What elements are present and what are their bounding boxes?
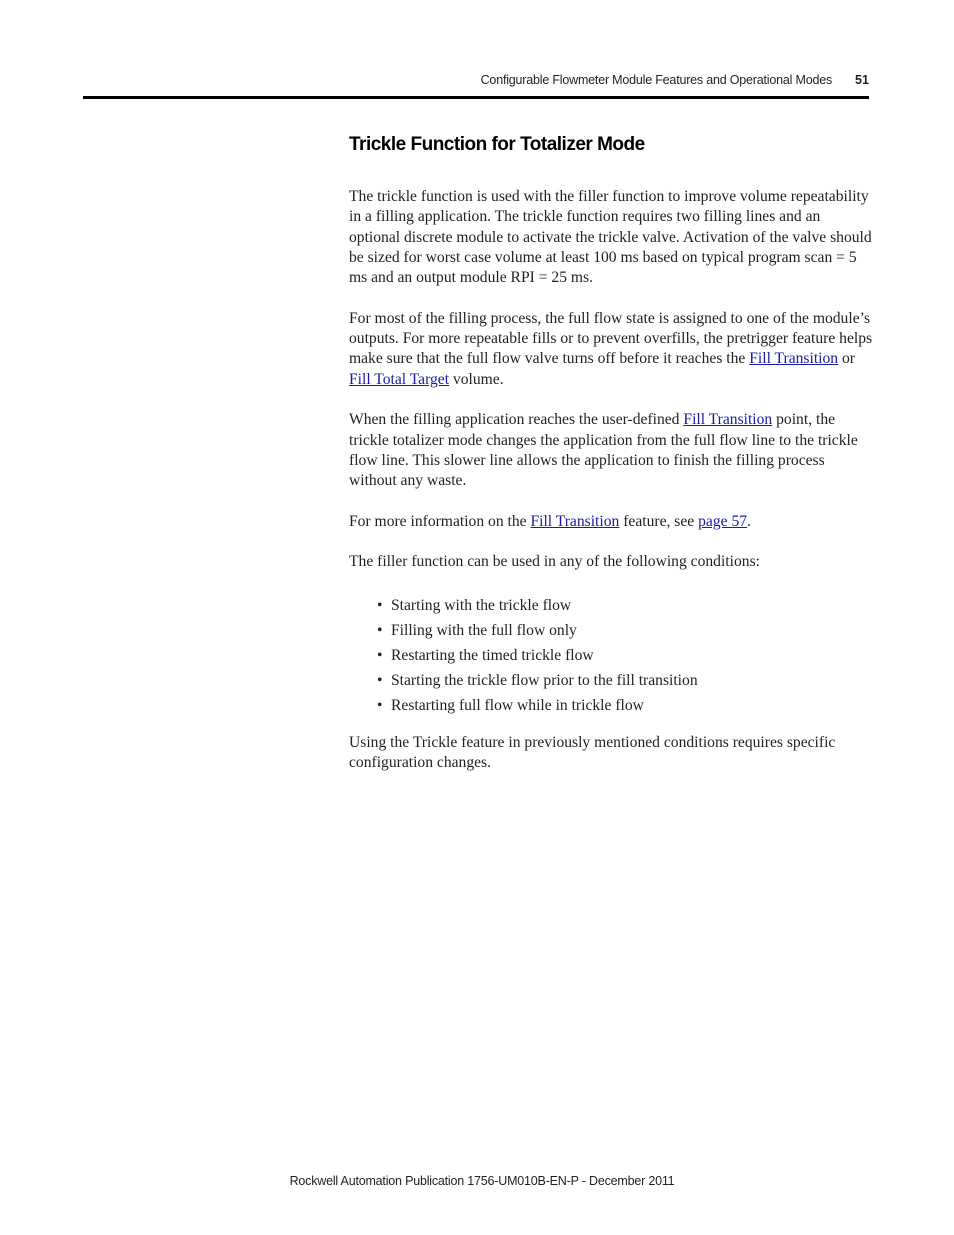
bullet-icon: •: [377, 696, 383, 714]
body-text: [349, 187, 874, 794]
bullet-icon: •: [377, 596, 383, 614]
paragraph-3-text: When the filling application reaches the user-defined: [349, 411, 684, 429]
paragraph-4: [349, 512, 874, 532]
conditions-list: [349, 593, 874, 718]
paragraph-2-text: volume.: [449, 370, 504, 388]
bullet-icon: •: [377, 671, 383, 689]
paragraph-3: [349, 410, 874, 491]
list-item-text: Filling with the full flow only: [391, 621, 577, 639]
list-item: [377, 593, 874, 618]
paragraph-2-text: or: [838, 350, 855, 368]
header-rule: [83, 96, 869, 99]
paragraph-4-text: feature, see: [619, 512, 699, 530]
paragraph-5: The filler function can be used in any of the following conditions:: [349, 553, 760, 571]
paragraph-6: Using the Trickle feature in previously mentioned conditions requires specific configuration changes.: [349, 733, 836, 772]
list-item-text: Starting the trickle flow prior to the fill transition: [391, 671, 698, 689]
running-header-title: Configurable Flowmeter Module Features and Operational Modes: [480, 73, 832, 87]
list-item-text: Restarting the timed trickle flow: [391, 646, 594, 664]
fill-transition-link[interactable]: Fill Transition: [683, 411, 773, 429]
page-57-link[interactable]: page 57: [698, 512, 748, 530]
bullet-icon: •: [377, 621, 383, 639]
paragraph-4-text: .: [747, 512, 751, 530]
list-item-text: Restarting full flow while in trickle flow: [391, 696, 644, 714]
paragraph-2: [349, 309, 874, 390]
paragraph-3-text: point, the trickle totalizer mode changes the application from the full flow line to the trickle flow line. This slower line allows the application to finish the filling process without any waste.: [349, 411, 858, 490]
paragraph-1: The trickle function is used with the filler function to improve volume repeatability in a filling application. The trickle function requires two filling lines and an optional discrete module to activate the trickle valve. Activation of the valve should be sized for worst case volume at least 100 ms based on typical program scan = 5 ms and an output module RPI = 25 ms.: [349, 188, 872, 287]
paragraph-4-text: For more information on the: [349, 512, 531, 530]
list-item: [377, 693, 874, 718]
paragraph-2-text: For most of the filling process, the full flow state is assigned to one of the module’s outputs. For more repeatable fills or to prevent overfills, the pretrigger feature helps make sure that the full flow valve turns off before it reaches the: [349, 309, 873, 368]
list-item: [377, 643, 874, 668]
list-item-text: Starting with the trickle flow: [391, 596, 572, 614]
footer-publication: Rockwell Automation Publication 1756-UM010B-EN-P - December 2011: [289, 1174, 675, 1188]
fill-transition-link[interactable]: Fill Transition: [749, 350, 839, 368]
page-number: 51: [855, 73, 869, 87]
list-item: [377, 668, 874, 693]
list-item: [377, 618, 874, 643]
fill-transition-link[interactable]: Fill Transition: [530, 512, 620, 530]
bullet-icon: •: [377, 646, 383, 664]
fill-total-target-link[interactable]: Fill Total Target: [349, 370, 450, 388]
section-heading: Trickle Function for Totalizer Mode: [349, 134, 645, 155]
